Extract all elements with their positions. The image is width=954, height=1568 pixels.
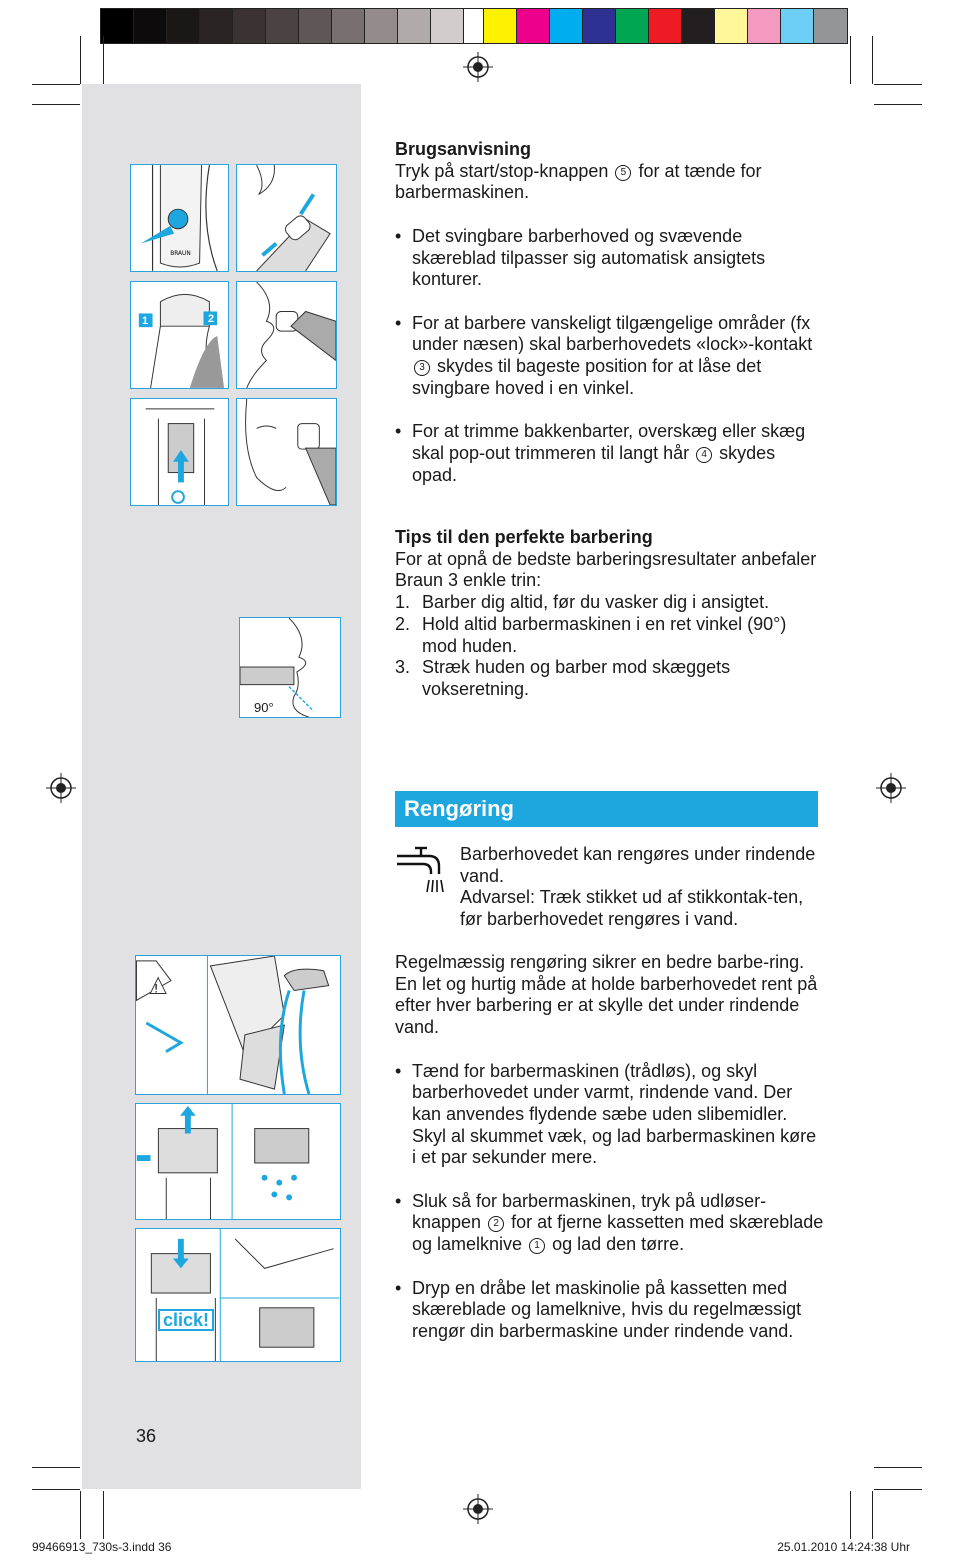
crop-mark [80, 1491, 81, 1539]
callout-number: 2 [488, 1216, 504, 1232]
instructions-bullet-3 [395, 421, 825, 486]
callout-number: 3 [414, 360, 430, 376]
page-number: 36 [136, 1426, 157, 1446]
footer-file: 99466913_730s-3.indd 36 [32, 1540, 172, 1554]
color-swatch [484, 9, 517, 43]
instructions-section [395, 139, 825, 486]
color-swatch [814, 9, 847, 43]
crop-mark [874, 1489, 922, 1490]
color-swatch [398, 9, 431, 43]
color-swatch [299, 9, 332, 43]
figure-under-nose [236, 281, 337, 389]
color-swatch [101, 9, 134, 43]
under-nose-illustration [237, 282, 336, 388]
shaver-start-illustration [131, 165, 228, 271]
color-swatch [266, 9, 299, 43]
step-badge-2: 2 [208, 313, 215, 325]
tips-section [395, 527, 825, 701]
figure-right-angle [239, 617, 341, 718]
color-swatch [781, 9, 814, 43]
color-swatch [682, 9, 715, 43]
swivel-head-illustration [237, 165, 336, 271]
lock-switch-illustration [131, 282, 228, 388]
color-swatch [167, 9, 200, 43]
click-label: click! [158, 1309, 214, 1331]
oil-click-illustration [136, 1229, 340, 1361]
color-swatch [233, 9, 266, 43]
sideburns-illustration [237, 399, 336, 505]
intro-text-a: Tryk på start/stop-knappen [395, 160, 609, 181]
step-text: Hold altid barbermaskinen i en ret vinkel (90°) mod huden. [422, 613, 787, 656]
process-color-bar [483, 8, 848, 44]
crop-mark [32, 84, 80, 85]
crop-mark [850, 36, 851, 84]
instructions-heading: Brugsanvisning [395, 139, 532, 159]
tap-text: Barberhovedet kan rengøres under rindende vand. [460, 844, 816, 886]
color-swatch [550, 9, 583, 43]
instructions-intro [395, 161, 825, 204]
bullet3-text-a: For at trimme bakkenbarter, overskæg eller skæg skal pop-out trimmeren til langt hår [412, 421, 806, 463]
color-swatch [715, 9, 748, 43]
registration-mark [463, 1494, 493, 1524]
svg-text:BRAUN: BRAUN [170, 251, 191, 258]
cleaning-heading: Rengøring [395, 791, 818, 827]
bullet3-text-b: skydes opad. [412, 442, 776, 485]
step-number: 1. [395, 592, 411, 613]
step-text: Barber dig altid, før du vasker dig i ansigtet. [422, 592, 770, 613]
tips-step [395, 592, 825, 614]
cleaning-bullet-3: • Dryp en dråbe let maskinolie på kassetten med skæreblade og lamelknive, hvis du regelmæssigt rengør din barbermaskine under rindende vand. [395, 1278, 825, 1343]
remove-cassette-illustration [136, 1104, 340, 1219]
crop-mark [874, 104, 922, 105]
callout-number: 4 [696, 447, 712, 463]
cleaning-bullet-1: • Tænd for barbermaskinen (trådløs), og skyl barberhovedet under varmt, rindende vand. Der kan anvendes flydende sæbe uden slibemidler. Skyl al skummet væk, og lad barbermaskinen køre i et par sekunder mere. [395, 1061, 825, 1170]
cleaning-bullet2-text-b: og lad den tørre. [552, 1234, 685, 1255]
color-swatch [583, 9, 616, 43]
instructions-bullet-1: • Det svingbare barberhoved og svævende skæreblad tilpasser sig automatisk ansigtets konturer. [395, 226, 825, 291]
crop-mark [874, 1467, 922, 1468]
bullet2-text-a: For at barbere vanskeligt tilgængelige områder (fx under næsen) skal barberhovedets «lock»-kontakt [412, 312, 813, 355]
crop-mark [872, 1491, 873, 1539]
figure-sideburns [236, 398, 337, 506]
tips-heading: Tips til den perfekte barbering [395, 527, 653, 547]
step-badge-1: 1 [142, 315, 149, 327]
trimmer-slide-illustration [131, 399, 228, 505]
warning-text: Advarsel: Træk stikket ud af stikkontak-ten, før barberhovedet rengøres i vand. [460, 887, 804, 930]
footer-timestamp: 25.01.2010 14:24:38 Uhr [777, 1540, 910, 1554]
step-text: Stræk huden og barber mod skæggets vokseretning. [422, 657, 731, 699]
crop-mark [874, 84, 922, 85]
figure-swivel-head [236, 164, 337, 272]
tips-step [395, 657, 825, 700]
tap-note [460, 844, 825, 931]
step-number: 3. [395, 657, 411, 678]
figure-oil-click [135, 1228, 341, 1362]
color-swatch [134, 9, 167, 43]
color-swatch [365, 9, 398, 43]
figure-lock-switch [130, 281, 229, 389]
crop-mark [103, 1491, 104, 1539]
bullet2-text-b: skydes til bageste position for at låse det svingbare hoved i en vinkel. [412, 356, 762, 398]
crop-mark [32, 1489, 80, 1490]
callout-number: 1 [529, 1238, 545, 1254]
crop-mark [32, 1467, 80, 1468]
rinse-illustration [136, 956, 340, 1094]
registration-mark [463, 52, 493, 82]
water-tap-icon [395, 844, 447, 896]
svg-text:!: ! [153, 981, 159, 996]
figure-remove-cassette [135, 1103, 341, 1220]
cleaning-bullet-2 [395, 1191, 825, 1256]
color-swatch [517, 9, 550, 43]
color-swatch [200, 9, 233, 43]
color-swatch [332, 9, 365, 43]
color-swatch [748, 9, 781, 43]
color-swatch [616, 9, 649, 43]
figure-start-button [130, 164, 229, 272]
figure-rinse [135, 955, 341, 1095]
crop-mark [32, 104, 80, 105]
registration-mark [876, 773, 906, 803]
cleaning-section [395, 952, 825, 1343]
crop-mark [103, 36, 104, 84]
color-swatch [649, 9, 682, 43]
intro-text-b: for at tænde for barbermaskinen. [395, 160, 762, 203]
step-number: 2. [395, 613, 411, 634]
degree-label: 90° [254, 700, 274, 715]
callout-number: 5 [615, 165, 631, 181]
tips-intro: For at opnå de bedste barberingsresultater anbefaler Braun 3 enkle trin: [395, 548, 817, 591]
cleaning-bullet2-text-a: Sluk så for barbermaskinen, tryk på udløser-knappen [412, 1190, 767, 1233]
figure-trimmer-slide [130, 398, 229, 506]
color-swatch [431, 9, 464, 43]
gray-color-bar [100, 8, 498, 44]
crop-mark [80, 36, 81, 84]
registration-mark [46, 773, 76, 803]
instructions-bullet-2 [395, 313, 825, 400]
cleaning-paragraph: Regelmæssig rengøring sikrer en bedre barbe-ring. En let og hurtig måde at holde barberhovedet rent på efter hver barbering er at skylle det under rindende vand. [395, 952, 818, 1038]
tips-step [395, 614, 825, 657]
crop-mark [872, 36, 873, 84]
crop-mark [850, 1491, 851, 1539]
cleaning-bullet2-text-mid: for at fjerne kassetten med skæreblade og lamelknive [412, 1212, 824, 1255]
